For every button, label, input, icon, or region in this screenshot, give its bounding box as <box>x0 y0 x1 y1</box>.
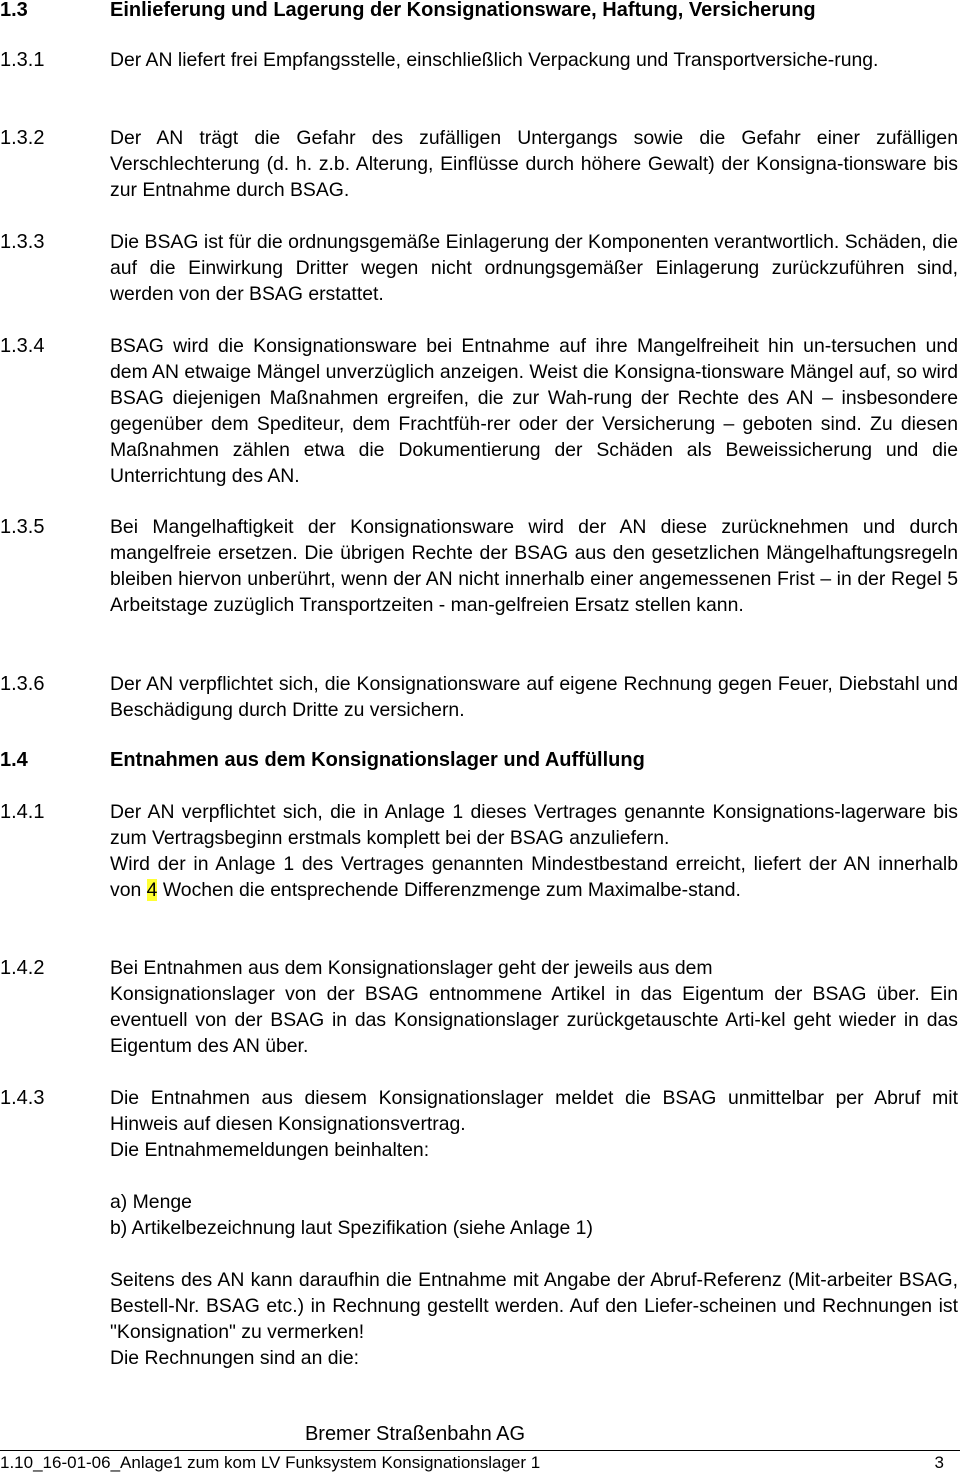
section-text <box>110 1085 958 1371</box>
section-number: 1.4.3 <box>0 1087 45 1109</box>
paragraph: Die Entnahmen aus diesem Konsignationslager meldet die BSAG unmittelbar per Abruf mit Hinweis auf diesen Konsignationsvertrag. <box>110 1087 958 1135</box>
paragraph: Der AN trägt die Gefahr des zufälligen Untergangs sowie die Gefahr einer zufälligen Verschlechterung (d. h. z.b. Alterung, Einflüsse durch höhere Gewalt) der Konsigna-tionsware bis zur Entnahme durch BSAG. <box>110 127 958 201</box>
highlighted-number: 4 <box>146 879 158 901</box>
section-number: 1.3.6 <box>0 673 45 695</box>
section-text <box>110 333 958 489</box>
paragraph: Die Entnahmemeldungen beinhalten: <box>110 1139 430 1161</box>
paragraph: Der AN verpflichtet sich, die Konsignationsware auf eigene Rechnung gegen Feuer, Diebstahl und Beschädigung durch Dritte zu versichern. <box>110 673 958 721</box>
section-number: 1.4 <box>0 749 28 771</box>
section-title: Einlieferung und Lagerung der Konsignationsware, Haftung, Versicherung <box>110 0 816 21</box>
paragraph: Bei Mangelhaftigkeit der Konsignationsware wird der AN diese zurücknehmen und durch mangelfreie ersetzen. Die übrigen Rechte der BSAG aus den gesetzlichen Mängelhaftungsregeln bleiben hiervon unberührt, wenn der AN nicht innerhalb einer angemessenen Frist – in der Regel 5 Arbeitstage zuzüglich Transportzeiten - man-gelfreien Ersatz stellen kann. <box>110 516 958 616</box>
paragraph: Der AN verpflichtet sich, die in Anlage 1 dieses Vertrages genannte Konsignations-lagerware bis zum Vertragsbeginn erstmals komplett bei der BSAG anzuliefern. <box>110 801 958 849</box>
text-run: Wird der in Anlage 1 des Vertrages genannten Mindestbestand erreicht, liefert der AN innerhalb von <box>110 853 958 901</box>
paragraph: Konsignationslager von der BSAG entnommene Artikel in das Eigentum der BSAG über. Ein eventuell von der BSAG in das Konsignationslager zurückgetauschte Arti-kel geht wieder in das Eigentum des AN über. <box>110 983 958 1057</box>
section-title: Entnahmen aus dem Konsignationslager und Auffüllung <box>110 749 645 771</box>
section-text <box>110 47 958 73</box>
section-number: 1.3.1 <box>0 49 45 71</box>
section-number: 1.4.2 <box>0 957 45 979</box>
paragraph: Die Rechnungen sind an die: <box>110 1347 360 1369</box>
list-item: b) Artikelbezeichnung laut Spezifikation (siehe Anlage 1) <box>110 1217 593 1239</box>
list-item: a) Menge <box>110 1191 192 1213</box>
section-number: 1.3.5 <box>0 516 45 538</box>
paragraph: BSAG wird die Konsignationsware bei Entnahme auf ihre Mangelfreiheit hin un-tersuchen und dem AN etwaige Mängel unverzüglich anzeigen. Weist die Konsigna-tionsware Mängel auf, so wird BSAG diejenigen Maßnahmen ergreifen, die zur Wah-rung der Rechte des AN – insbesondere gegenüber dem Spediteur, dem Frachtfüh-rer oder der Versicherung – geboten sind. Zu diesen Maßnahmen zählen etwa die Dokumentierung der Schäden als Beweissicherung und die Unterrichtung des AN. <box>110 335 958 487</box>
section-number: 1.3.3 <box>0 231 45 253</box>
paragraph-line: Bei Entnahmen aus dem Konsignationslager geht der jeweils aus dem <box>110 957 713 979</box>
section-number: 1.4.1 <box>0 801 45 823</box>
paragraph <box>110 851 958 903</box>
section-text <box>110 799 958 903</box>
section-number: 1.3 <box>0 0 28 21</box>
section-number: 1.3.4 <box>0 335 45 357</box>
page-number: 3 <box>934 1453 944 1472</box>
paragraph: Der AN liefert frei Empfangsstelle, einschließlich Verpackung und Transportversiche-rung. <box>110 49 879 71</box>
footer-filename: 1.10_16-01-06_Anlage1 zum kom LV Funksystem Konsignationslager 1 <box>0 1453 541 1472</box>
paragraph: Seitens des AN kann daraufhin die Entnahme mit Angabe der Abruf-Referenz (Mit-arbeiter BSAG, Bestell-Nr. BSAG etc.) in Rechnung gestellt werden. Auf den Liefer-scheinen und Rechnungen ist "Konsignation" zu vermerken! <box>110 1269 958 1343</box>
footer-company: Bremer Straßenbahn AG <box>304 1423 526 1445</box>
section-text <box>110 671 958 723</box>
section-number: 1.3.2 <box>0 127 45 149</box>
text-run: Wochen die entsprechende Differenzmenge zum Maximalbe-stand. <box>157 879 741 901</box>
paragraph: Die BSAG ist für die ordnungsgemäße Einlagerung der Komponenten verantwortlich. Schäden, die auf die Einwirkung Dritter wegen nicht ordnungsgemäßer Einlagerung zurückzuführen sind, werden von der BSAG erstattet. <box>110 231 958 305</box>
section-text <box>110 955 958 1059</box>
footer-divider <box>0 1450 960 1451</box>
section-text <box>110 125 958 203</box>
section-text <box>110 514 958 618</box>
section-text <box>110 229 958 307</box>
